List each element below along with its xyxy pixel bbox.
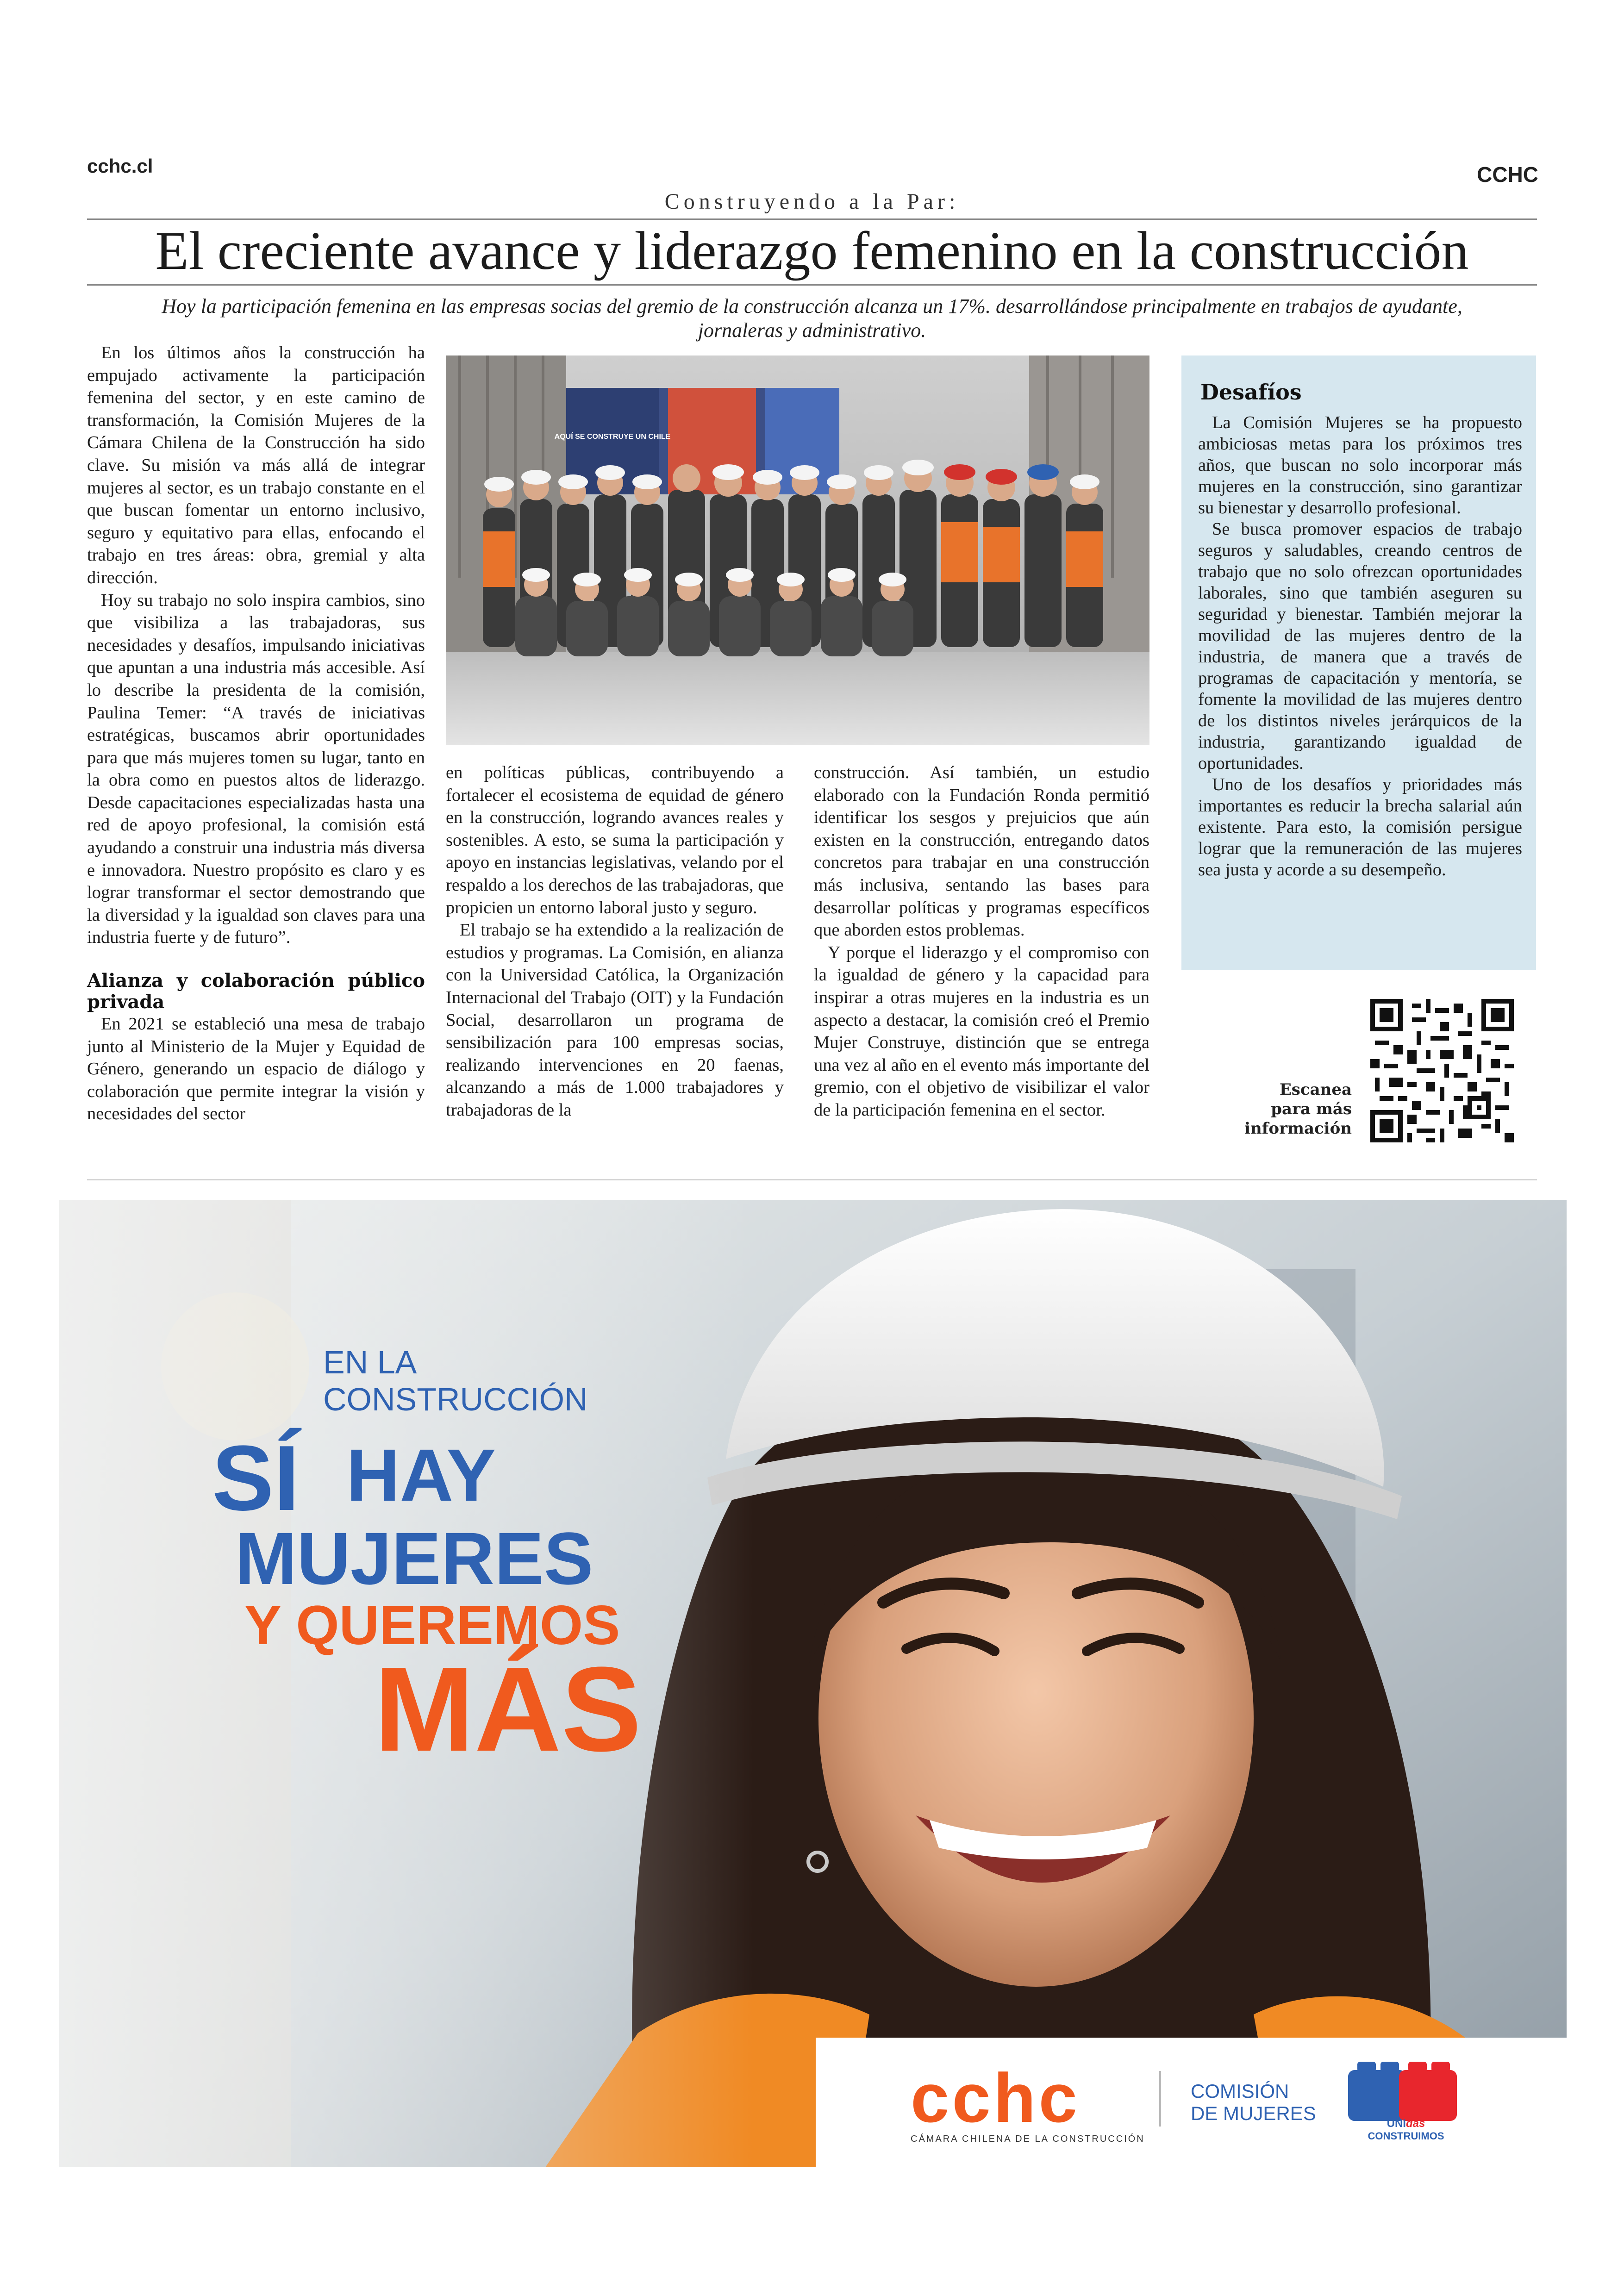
logo-divider [1159, 2071, 1161, 2127]
paragraph: Hoy su trabajo no solo inspira cambios, sino que visibiliza a las trabajadoras, sus necesidades y desafíos, impulsando iniciativas que apuntan a una industria más accesible. Así lo describe la presidenta de la comisión, Paulina Temer: “A través de iniciativas estratégicas, buscamos abrir oportunidades para que más mujeres tomen su lugar, tanto en la obra como en puestos altos de liderazgo. Desde capacitaciones especializadas hasta una red de apoyo profesional, la comisión está ayudando a construir una industria más diversa e innovadora. Nuestro propósito es claro y es lograr transformar el sector demostrando que la diversidad y la igualdad son claves para una industria fuerte y de futuro”. [87, 590, 425, 948]
article-column-3 [814, 761, 1149, 1122]
section-divider [87, 1179, 1537, 1180]
article-column-1 [87, 342, 425, 1125]
photo-banner-text: AQUÍ SE CONSTRUYE UN CHILE [554, 433, 671, 441]
ad-illustration [59, 1200, 1567, 2167]
paragraph: en políticas públicas, contribuyendo a fortalecer el ecosistema de equidad de género en la construcción, logrando avances reales y sostenibles. A esto, se suma la participación y apoyo en instancias legislativas, velando por el respaldo a los derechos de las trabajadoras, que propicien un entorno laboral justo y seguro. [446, 763, 784, 917]
comision-logo [1191, 2080, 1316, 2125]
paragraph: Se busca promover espacios de trabajo seguros y saludables, creando centros de trabajo que no solo ofrezcan oportunidades laborales, sino que también aseguren su seguridad y bienestar. También mejorar la movilidad de las mujeres dentro de la industria, de manera que a través de programas de capacitación y mentoría, se fomente la movilidad de las mujeres dentro de los distintos niveles jerárquicos de la industria, garantizando igualdad de oportunidades. [1198, 519, 1522, 773]
qr-label-line: información [1244, 1119, 1352, 1138]
comision-logo-line: COMISIÓN [1191, 2080, 1289, 2102]
qr-label [1213, 1080, 1352, 1138]
article-column-2 [446, 761, 784, 1122]
ad-line-3b: HAY [346, 1434, 496, 1516]
deck [87, 294, 1537, 343]
headline: El creciente avance y liderazgo femenino en la construcción [155, 220, 1469, 281]
section-subhead: Alianza y colaboración público privada [87, 970, 425, 1013]
paragraph: Uno de los desafíos y prioridades más importantes es reducir la brecha salarial aún existente. Para esto, la comisión persigue lograr que la remuneración de las mujeres sea justa y acorde a su desempeño. [1198, 775, 1522, 879]
paragraph: construcción. Así también, un estudio elaborado con la Fundación Ronda permitió identificar los sesgos y prejuicios que aún existen en la construcción, entregando datos concretos para trabajar en una construcción más inclusiva, sentando las bases para desarrollar políticas y programas específicos que aborden estos problemas. [814, 763, 1149, 940]
paragraph: En 2021 se estableció una mesa de trabajo junto al Ministerio de la Mujer y Equidad de Género, generando un espacio de diálogo y colaboración que permite integrar la visión y necesidades del sector [87, 1014, 425, 1124]
site-url: cchc.cl [87, 155, 153, 177]
paragraph: Y porque el liderazgo y el compromiso con la igualdad de género y la capacidad para inspirar a otras mujeres en la industria es un aspecto a destacar, la comisión creó el Premio Mujer Construye, distinción que se entrega una vez al año en el evento más importante del gremio, con el objetivo de visibilizar el valor de la participación femenina en el sector. [814, 942, 1149, 1120]
ad-line-3a: SÍ [212, 1427, 300, 1530]
unidos-logo-word: das [1405, 2117, 1425, 2130]
advertisement [59, 1200, 1567, 2167]
ad-line-5: Y QUEREMOS [244, 1594, 620, 1656]
ad-line-1: EN LA [323, 1344, 417, 1380]
unidos-logo-text [1355, 2117, 1457, 2142]
paragraph: El trabajo se ha extendido a la realización de estudios y programas. La Comisión, en alianza con la Universidad Católica, la Organización Internacional del Trabajo (OIT) y la Fundación Social, desarrollaron un programa de sensibilización para 100 empresas socias, realizando intervenciones en 20 faenas, alcanzando a más de 1.000 trabajadores y trabajadoras de la [446, 920, 784, 1120]
paragraph: La Comisión Mujeres se ha propuesto ambiciosas metas para los próximos tres años, que buscan no solo incorporar más mujeres en la construcción, sino garantizar su bienestar y desarrollo profesional. [1198, 413, 1522, 518]
qr-code[interactable] [1370, 999, 1514, 1142]
cchc-logo: cchc [911, 2059, 1080, 2137]
qr-label-line: para más [1271, 1100, 1352, 1118]
kicker: Construyendo a la Par: [664, 189, 960, 214]
headline-rule [87, 284, 1537, 286]
unidos-logo-word: CONSTRUIMOS [1368, 2130, 1444, 2142]
brand-label: CCHC [1477, 162, 1538, 187]
ad-line-2: CONSTRUCCIÓN [323, 1381, 588, 1417]
group-photo [446, 355, 1149, 745]
unidos-logo-word: UNI [1387, 2117, 1406, 2130]
cchc-logo-subtitle: CÁMARA CHILENA DE LA CONSTRUCCIÓN [911, 2134, 1145, 2144]
ad-line-4: MUJERES [235, 1517, 593, 1600]
logo-strip [816, 2038, 1567, 2167]
paragraph: En los últimos años la construcción ha empujado activamente la participación femenina del sector, y en este camino de transformación, la Comisión Mujeres de la Cámara Chilena de la Construcción ha sido clave. Su misión va más allá de integrar mujeres al sector, es un trabajo constante en el que buscan fomentar un entorno inclusivo, seguro y equitativo para ellas, enfocando el trabajo en tres áreas: obra, gremial y alta dirección. [87, 343, 425, 587]
ad-line-6: MÁS [374, 1642, 642, 1777]
comision-logo-line: DE MUJERES [1191, 2102, 1316, 2124]
sidebar-text [1198, 412, 1522, 880]
deck-line: jornaleras y administrativo. [698, 319, 926, 342]
deck-line: Hoy la participación femenina en las empresas socias del gremio de la construcción alcanza un 17%. desarrollándose principalmente en trabajos de ayudante, [162, 295, 1462, 318]
qr-label-line: Escanea [1279, 1080, 1352, 1099]
sidebar-title: Desafíos [1200, 380, 1302, 405]
